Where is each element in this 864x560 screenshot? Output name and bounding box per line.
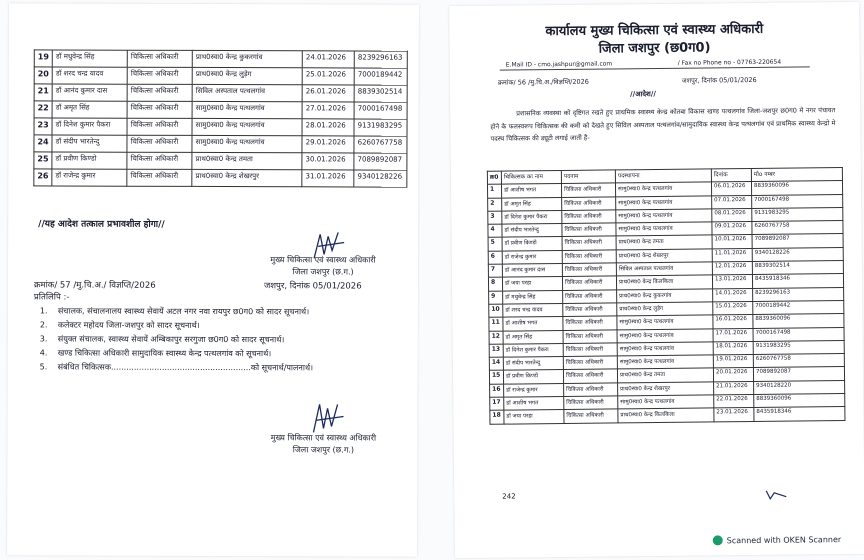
table-cell: 11 [489,317,503,330]
table-cell: प्राथ0स्वा0 केन्द्र तमता [192,152,302,169]
table-cell: 28.01.2026 [302,119,354,136]
table-cell: 7089892087 [753,367,844,381]
table-cell: 27.01.2026 [302,102,354,119]
table-cell: 6 [488,251,502,264]
table-cell: 8839302514 [354,85,407,102]
table-cell: चिकित्सा अधिकारी [127,152,192,169]
list-item-text: संबंधित चिकित्सक.......................................................को सूचनार्थ/पालनार्थ। [57,362,314,373]
table-cell: 7 [488,264,502,277]
table-cell: 11.01.2026 [712,248,752,262]
table-cell: 15 [489,371,503,384]
column-header: चिकित्सक का नाम [501,170,561,184]
table-cell: डॉ मधुवेन्द्र सिंह [52,50,127,67]
table-cell: डॉ राजेन्द्र कुमार [502,250,562,264]
table-cell: 8839360096 [751,181,842,195]
table-cell: 9340128220 [754,380,845,394]
table-cell: 6260767758 [752,221,843,235]
table-cell: 25.01.2026 [302,68,354,85]
table-cell: डॉ संदीप भारतेन्दु [502,224,562,238]
left-document-page [7,3,419,556]
table-cell: 7089892087 [752,234,843,248]
signature-2-district: जिला जशपुर (छ.ग.) [292,445,355,455]
table-cell: सामु0स्वा0 केन्द्र पत्थलगांव [617,342,713,356]
table-cell: चिकित्सा अधिकारी [563,356,617,370]
table-cell: चिकित्सा अधिकारी [564,396,618,410]
table-cell: 16.01.2026 [713,315,753,329]
table-cell: डॉ प्रवीण किण्डो [502,237,562,251]
table-cell: 12 [489,331,503,344]
table-cell: डॉ संदीप भारतेन्दु [503,357,563,371]
table-cell: डॉ जया परहा [504,410,564,424]
table-cell: प्राथ0स्वा0 केन्द्र कुकरगांव [617,289,713,303]
table-cell: चिकित्सा अधिकारी [562,276,616,290]
table-cell: 7000189442 [753,301,844,315]
table-cell: 8239296163 [753,287,844,301]
table-cell: 10.01.2026 [712,235,752,249]
table-cell: प्राथ0स्वा0 केन्द्र शेखरपुर [616,249,712,263]
table-cell: प्राथ0स्वा0 केन्द्र शेखरपुर [192,169,302,186]
table-cell: सामु0स्वा0 केन्द्र पत्थलगांव [617,355,713,369]
table-cell: चिकित्सा अधिकारी [563,329,617,343]
table-cell: 7089892087 [354,153,407,170]
table-row [34,50,407,68]
table-cell: चिकित्सा अधिकारी [563,343,617,357]
table-cell: सिविल अस्पताल पत्थलगांव [192,84,302,101]
table-cell: चिकित्सा अधिकारी [562,197,616,211]
table-cell: 19 [34,50,52,67]
list-item [40,361,400,374]
table-cell: प्राथ0स्वा0 केन्द्र किलकिला [616,275,712,289]
duty-roster-table [487,167,846,424]
table-cell: सामु0स्वा0 केन्द्र पत्थलगांव [192,135,302,152]
table-cell: 13 [489,344,503,357]
table-cell: 8239296163 [354,51,407,68]
table-cell: 8839302514 [752,261,843,275]
list-item-number: 3. [39,334,48,344]
table-cell: 18.01.2026 [713,341,753,355]
office-title: कार्यालय मुख्य चिकित्सा एवं स्वास्थ्य अधिकारी [545,21,764,40]
list-item-text: संचालक, संचालनालय स्वास्थ्य सेवायें अटल नगर नवा रायपुर छ0ग0 को सादर सूचनार्थ। [57,306,310,317]
table-cell: प्राथ0स्वा0 केन्द्र कुकरगांव [192,50,302,67]
table-cell: सामु0स्वा0 केन्द्र पत्थलगांव [192,118,302,135]
table-cell: 3 [488,211,502,224]
table-cell: प्राथ0स्वा0 केन्द्र तमता [617,368,713,382]
table-cell: डॉ दिनेश कुमार पैकरा [502,210,562,224]
table-cell: चिकित्सा अधिकारी [563,316,617,330]
table-cell: 8 [488,277,502,290]
order-paragraph: प्रशासनिक व्यवस्था को दृष्टिगत रखते हुए प्राथमिक स्वास्थ्य केन्द्र कोतबा विकास खण्ड पत्थलगांव जिला-जशपुर छ0ग0 मे नगर पंचायत होने के फलस्वरूप चिकित्सक की कमी को देखते हुए सिविल अस्पताल पत्थलगांव/सामुदायिक स्वास्थ्य केन्द्र पत्थलगांव एवं प्राथमिक स्वास्थ्य केन्द्रो मे पदस्थ चिकित्सक की ड्यूटी लगाई जाती है- [490,106,836,143]
order-number: क्रमांक/ 56 /मु.चि.अ./विज्ञप्ति/2026 [497,77,589,87]
table-cell: 17 [490,397,504,410]
table-cell: डॉ आशीष भगत [501,184,561,198]
order-number: क्रमांक/ 57 /मु.चि.अ./ विज्ञप्ति/2026 [33,280,156,291]
table-cell: डॉ संदीप भारतेन्दु [52,135,127,152]
table-cell: 14 [489,357,503,370]
list-item [40,305,400,318]
table-cell: चिकित्सा अधिकारी [564,409,618,423]
table-row [490,407,845,424]
table-cell: चिकित्सा अधिकारी [127,135,192,152]
scanner-logo-icon [713,535,723,545]
table-cell: 25 [34,152,52,169]
table-cell: 16 [490,384,504,397]
table-cell: चिकित्सा अधिकारी [127,84,192,101]
table-cell: सामु0स्वा0 केन्द्र पत्थलगांव [192,101,302,118]
table-cell: सामु0स्वा0 केन्द्र पत्थलगांव [618,395,714,409]
signature-block-2 [243,432,403,457]
table-cell: 13.01.2026 [712,275,752,289]
table-cell: 9340128226 [752,247,843,261]
column-header: पदस्थापना [615,169,711,183]
table-cell: 9131983295 [354,119,407,136]
list-item [40,347,400,360]
table-cell: 18 [490,410,504,423]
table-cell: 12.01.2026 [712,262,752,276]
table-cell: 22 [34,101,52,118]
table-cell: 9131983295 [752,207,843,221]
table-cell: 06.01.2026 [711,182,751,196]
table-cell: 15.01.2026 [713,301,753,315]
table-cell: 08.01.2026 [712,208,752,222]
table-cell: 30.01.2026 [302,153,354,170]
table-cell: डॉ अमृत सिंह [52,101,127,118]
table-cell: चिकित्सा अधिकारी [562,263,616,277]
table-cell: चिकित्सा अधिकारी [563,303,617,317]
table-cell: 24.01.2026 [302,51,354,68]
order-date: जशपुर, दिनांक 05/01/2026 [263,281,362,292]
table-cell: सामु0स्वा0 केन्द्र पत्थलगांव [616,196,712,210]
signature-block-1 [248,254,398,279]
table-cell: 23.01.2026 [714,408,754,422]
list-item-text: संयुक्त संचालक, स्वास्थ्य सेवायें अम्बिकापुर सरगुजा छ0ग0 को सादर सूचनार्थ। [57,334,285,345]
table-cell: 7000167498 [752,194,843,208]
table-cell: 4 [488,224,502,237]
page-number: 242 [502,492,516,501]
scanner-text: Scanned with OKEN Scanner [726,534,842,545]
table-cell: 19.01.2026 [713,355,753,369]
list-item-text: कलेक्टर महोदय जिला-जशपुर को सादर सूचनार्थ। [57,320,200,330]
table-cell: चिकित्सा अधिकारी [562,223,616,237]
table-cell: चिकित्सा अधिकारी [563,369,617,383]
table-cell: 21 [34,84,52,101]
table-cell: प्राथ0स्वा0 केन्द्र तमता [616,235,712,249]
table-cell: 22.01.2026 [714,395,754,409]
table-cell: 14.01.2026 [713,288,753,302]
office-district: जिला जशपुर (छ0ग0) [598,40,711,57]
table-cell: डॉ शरद चन्द्र यादव [503,303,563,317]
signature-1-district: जिला जशपुर (छ.ग.) [292,267,354,277]
office-email: E.Mail ID - cmo.jashpur@gmail.com [505,60,613,69]
table-row [34,67,407,85]
list-item-text: खण्ड चिकित्सा अधिकारी सामुदायिक स्वास्थ्य केन्द्र पत्थलगांव को सूचनार्थ। [57,348,272,359]
right-document-page [449,2,864,558]
list-item-number: 4. [39,348,48,358]
table-cell: 29.01.2026 [302,136,354,153]
table-cell: 9131983295 [753,340,844,354]
table-cell: 17.01.2026 [713,328,753,342]
table-cell: प्राथ0स्वा0 केन्द्र शेखरपुर [618,382,714,396]
table-row [34,169,407,187]
list-item-number: 5. [39,362,48,372]
table-cell: 23 [34,118,52,135]
table-row [34,118,407,136]
table-cell: प्राथ0स्वा0 केन्द्र किलकिला [618,408,714,422]
table-cell: 6260767758 [753,354,844,368]
table-cell: डॉ प्रवीण किण्डो [52,152,127,169]
table-cell: सिविल अस्पताल पत्थलगांव [616,262,712,276]
table-cell: 8435918346 [754,407,845,421]
table-cell: 31.01.2026 [302,170,354,187]
table-cell: चिकित्सा अधिकारी [127,169,192,186]
column-header: मोo नम्बर [751,168,842,182]
table-cell: चिकित्सा अधिकारी [127,118,192,135]
table-cell: सामु0स्वा0 केन्द्र पत्थलगांव [616,209,712,223]
table-row [34,152,407,170]
table-row [34,84,407,102]
table-cell: डॉ आशीष भगत [504,397,564,411]
table-cell: चिकित्सा अधिकारी [561,183,615,197]
copy-recipients-list [40,305,400,376]
table-cell: 5 [488,238,502,251]
table-cell: डॉ आनंद कुमार दास [52,84,127,101]
table-cell: 8839360096 [754,394,845,408]
office-fax: / Fax no Phone no - 07763-220654 [677,58,782,67]
table-cell: 20 [34,67,52,84]
table-cell: 9 [489,291,503,304]
table-row [34,135,407,153]
effective-notice: //यह आदेश तत्काल प्रभावशील होगा// [38,219,165,230]
table-cell: डॉ प्रवीण किण्डो [503,370,563,384]
table-cell: 09.01.2026 [712,222,752,236]
table-cell: डॉ राजेन्द्र कुमार [52,169,127,186]
table-cell: चिकित्सा अधिकारी [127,50,192,67]
table-cell: डॉ जया परहा [502,277,562,291]
table-cell: 24 [34,135,52,152]
table-cell: डॉ मधुवेन्द्र सिंह [503,290,563,304]
table-cell: डॉ आशीष भगत [503,317,563,331]
table-cell: 7000189442 [354,68,407,85]
initial-mark [764,487,788,501]
list-item-number: 1. [39,306,48,316]
column-header: दिनांक [711,169,751,183]
order-heading: //आदेश// [630,90,656,99]
table-cell: 7000167498 [753,327,844,341]
table-cell: डॉ राजेन्द्र कुमार [504,383,564,397]
table-cell: डॉ अमृत सिंह [503,330,563,344]
list-item [40,333,400,346]
column-header: क्र0 [487,171,501,184]
table-cell: 20.01.2026 [713,368,753,382]
table-cell: चिकित्सा अधिकारी [564,383,618,397]
list-item-number: 2. [39,320,48,330]
table-cell: सामु0स्वा0 केन्द्र पत्थलगांव [617,315,713,329]
table-cell: 2 [488,198,502,211]
column-header: पदनाम [561,170,615,184]
table-cell: 07.01.2026 [712,195,752,209]
table-cell: 10 [489,304,503,317]
table-cell: प्राथ0स्वा0 केन्द्र लुड़ेग [617,302,713,316]
table-cell: सामु0स्वा0 केन्द्र पत्थलगांव [616,222,712,236]
table-cell: 26 [34,169,52,186]
table-cell: 21.01.2026 [714,381,754,395]
table-cell: डॉ आनंद कुमार दास [502,264,562,278]
list-item [40,319,400,332]
table-cell: 1 [487,184,501,197]
signature-1-title: मुख्य चिकित्सा एवं स्वास्थ्य अधिकारी [270,255,376,265]
table-cell: 26.01.2026 [302,85,354,102]
signature-2-title: मुख्य चिकित्सा एवं स्वास्थ्य अधिकारी [270,433,377,443]
table-cell: चिकित्सा अधिकारी [563,290,617,304]
table-cell: प्राथ0स्वा0 केन्द्र लुड़ेग [192,67,302,84]
table-cell: डॉ शरद चन्द्र यादव [52,67,127,84]
table-cell: डॉ दिनेश कुमार पैकरा [503,343,563,357]
table-cell: 6260767758 [354,136,407,153]
table-cell: चिकित्सा अधिकारी [127,67,192,84]
table-cell: चिकित्सा अधिकारी [562,250,616,264]
table-cell: 8839360096 [753,314,844,328]
order-date: जशपुर, दिनांक 05/01/2026 [681,75,757,85]
table-cell: चिकित्सा अधिकारी [562,210,616,224]
table-cell: डॉ दिनेश कुमार पैकरा [52,118,127,135]
scanner-watermark [713,534,842,545]
table-cell: सामु0स्वा0 केन्द्र पत्थलगांव [615,182,711,196]
table-cell: चिकित्सा अधिकारी [127,101,192,118]
table-cell: डॉ अमृत सिंह [502,197,562,211]
duty-roster-table-continued [33,49,407,187]
table-cell: 7000167498 [354,102,407,119]
table-row [34,101,407,119]
table-cell: 8435918346 [752,274,843,288]
table-cell: 9340128226 [354,170,407,187]
copy-heading: प्रतिलिपि :- [33,292,70,303]
table-cell: चिकित्सा अधिकारी [562,236,616,250]
table-cell: सामु0स्वा0 केन्द्र पत्थलगांव [617,328,713,342]
